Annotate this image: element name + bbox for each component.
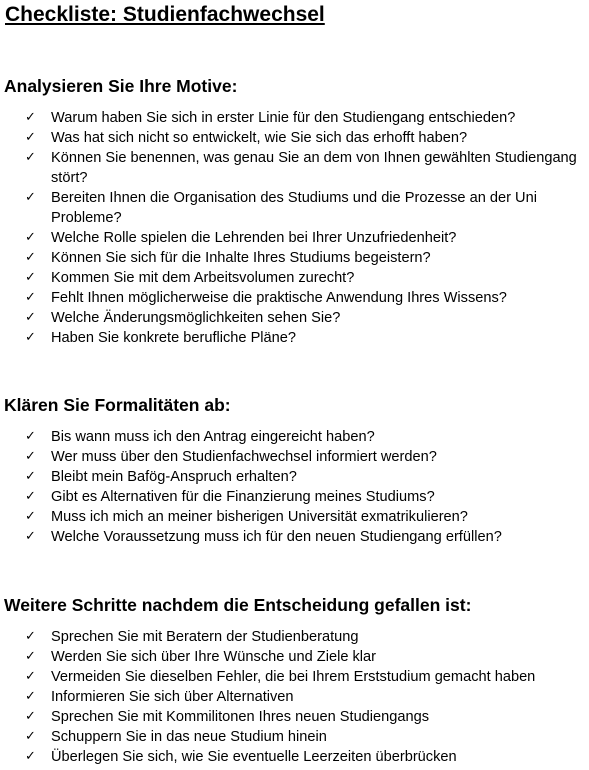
checkmark-icon: ✓ [25, 649, 36, 664]
checklist-item [0, 667, 589, 687]
checklist-item [0, 627, 589, 647]
checklist-item [0, 707, 589, 727]
checklist-item-text: Bereiten Ihnen die Organisation des Studiums und die Prozesse an der Uni Probleme? [51, 190, 537, 226]
section-heading: Weitere Schritte nachdem die Entscheidung gefallen ist: [4, 595, 472, 615]
checklist-item [0, 108, 589, 128]
checklist-item [0, 188, 589, 228]
checklist-item-text: Können Sie benennen, was genau Sie an dem von Ihnen gewählten Studiengang stört? [51, 150, 577, 186]
checklist-item [0, 228, 589, 248]
checklist-item-text: Bleibt mein Bafög-Anspruch erhalten? [51, 469, 297, 485]
checkmark-icon: ✓ [25, 150, 36, 165]
checklist-item-text: Warum haben Sie sich in erster Linie für den Studiengang entschieden? [51, 110, 516, 126]
checkmark-icon: ✓ [25, 310, 36, 325]
checkmark-icon: ✓ [25, 250, 36, 265]
checklist-item-text: Kommen Sie mit dem Arbeitsvolumen zurecht? [51, 270, 355, 286]
checklist [0, 427, 589, 547]
checklist-item-text: Informieren Sie sich über Alternativen [51, 689, 294, 705]
checklist-item-text: Gibt es Alternativen für die Finanzierung meines Studiums? [51, 489, 435, 505]
checkmark-icon: ✓ [25, 629, 36, 644]
checkmark-icon: ✓ [25, 230, 36, 245]
checklist [0, 627, 589, 767]
checklist [0, 108, 589, 348]
checkmark-icon: ✓ [25, 729, 36, 744]
checklist-item-text: Welche Voraussetzung muss ich für den neuen Studiengang erfüllen? [51, 529, 502, 545]
checklist-item [0, 288, 589, 308]
checklist-item-text: Werden Sie sich über Ihre Wünsche und Ziele klar [51, 649, 377, 665]
checklist-item [0, 747, 589, 767]
checklist-item [0, 128, 589, 148]
checklist-item-text: Sprechen Sie mit Kommilitonen Ihres neuen Studiengangs [51, 709, 430, 725]
checklist-item-text: Fehlt Ihnen möglicherweise die praktische Anwendung Ihres Wissens? [51, 290, 507, 306]
checklist-item [0, 727, 589, 747]
checkmark-icon: ✓ [25, 429, 36, 444]
checkmark-icon: ✓ [25, 509, 36, 524]
checkmark-icon: ✓ [25, 270, 36, 285]
checkmark-icon: ✓ [25, 709, 36, 724]
checklist-item [0, 647, 589, 667]
checkmark-icon: ✓ [25, 110, 36, 125]
checkmark-icon: ✓ [25, 449, 36, 464]
checkmark-icon: ✓ [25, 190, 36, 205]
checklist-item-text: Vermeiden Sie dieselben Fehler, die bei Ihrem Erststudium gemacht haben [51, 669, 536, 685]
checklist-item-text: Was hat sich nicht so entwickelt, wie Sie sich das erhofft haben? [51, 130, 468, 146]
checkmark-icon: ✓ [25, 529, 36, 544]
checklist-item-text: Können Sie sich für die Inhalte Ihres Studiums begeistern? [51, 250, 431, 266]
checklist-item [0, 427, 589, 447]
section-heading: Analysieren Sie Ihre Motive: [4, 76, 238, 96]
checklist-item-text: Bis wann muss ich den Antrag eingereicht haben? [51, 429, 375, 445]
checkmark-icon: ✓ [25, 330, 36, 345]
checklist-item-text: Haben Sie konkrete berufliche Pläne? [51, 330, 297, 346]
checklist-item-text: Sprechen Sie mit Beratern der Studienberatung [51, 629, 359, 645]
checklist-item [0, 248, 589, 268]
checkmark-icon: ✓ [25, 669, 36, 684]
checklist-item [0, 487, 589, 507]
checklist-item-text: Muss ich mich an meiner bisherigen Universität exmatrikulieren? [51, 509, 468, 525]
checklist-item-text: Wer muss über den Studienfachwechsel informiert werden? [51, 449, 437, 465]
checklist-item [0, 148, 589, 188]
checkmark-icon: ✓ [25, 749, 36, 764]
checkmark-icon: ✓ [25, 489, 36, 504]
checklist-item [0, 268, 589, 288]
document-title: Checkliste: Studienfachwechsel [5, 3, 325, 26]
checklist-item-text: Schuppern Sie in das neue Studium hinein [51, 729, 327, 745]
checkmark-icon: ✓ [25, 130, 36, 145]
checklist-item [0, 328, 589, 348]
checkmark-icon: ✓ [25, 290, 36, 305]
checklist-item-text: Welche Rolle spielen die Lehrenden bei Ihrer Unzufriedenheit? [51, 230, 457, 246]
checkmark-icon: ✓ [25, 689, 36, 704]
checklist-item [0, 447, 589, 467]
checklist-item [0, 507, 589, 527]
checklist-item [0, 527, 589, 547]
checklist-item-text: Welche Änderungsmöglichkeiten sehen Sie? [51, 310, 341, 326]
checklist-item [0, 308, 589, 328]
section-heading: Klären Sie Formalitäten ab: [4, 395, 231, 415]
checklist-item [0, 687, 589, 707]
checklist-item-text: Überlegen Sie sich, wie Sie eventuelle Leerzeiten überbrücken [51, 749, 457, 765]
checklist-item [0, 467, 589, 487]
checkmark-icon: ✓ [25, 469, 36, 484]
